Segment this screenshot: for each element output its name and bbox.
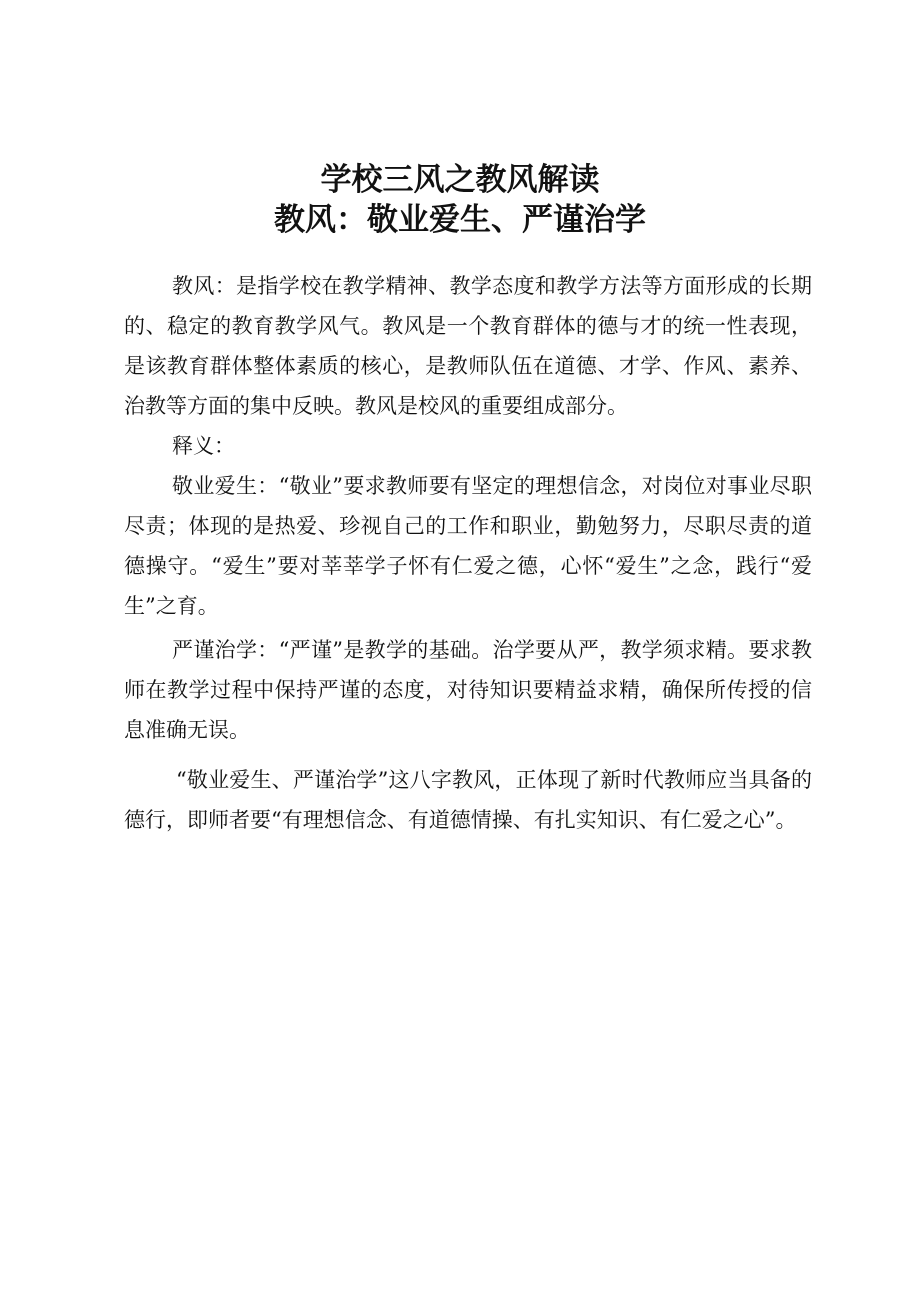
document-title [0,160,920,240]
paragraph-rigorous-scholarship: 严谨治学：“严谨”是教学的基础。治学要从严，教学须求精。要求教师在教学过程中保持严谨的态度，对待知识要精益求精，确保所传授的信息准确无误。 [124,638,812,742]
document-body [124,266,812,840]
paragraph-interpretation-heading: 释义： [172,434,235,458]
title-line-1: 学校三风之教风解读 [320,162,600,198]
title-line-2: 教风：敬业爱生、严谨治学 [274,202,646,238]
paragraph-definition: 教风：是指学校在教学精神、教学态度和教学方法等方面形成的长期的、稳定的教育教学风气。教风是一个教育群体的德与才的统一性表现，是该教育群体整体素质的核心，是教师队伍在道德、才学、作风、素养、治教等方面的集中反映。教风是校风的重要组成部分。 [124,274,812,418]
paragraph-dedication-love: 敬业爱生：“敬业”要求教师要有坚定的理想信念，对岗位对事业尽职尽责；体现的是热爱、珍视自己的工作和职业，勤勉努力，尽职尽责的道德操守。“爱生”要对莘莘学子怀有仁爱之德，心怀“爱生”之念，践行“爱生”之育。 [124,474,812,618]
paragraph-conclusion: “敬业爱生、严谨治学”这八字教风，正体现了新时代教师应当具备的德行，即师者要“有理想信念、有道德情操、有扎实知识、有仁爱之心”。 [124,768,812,832]
